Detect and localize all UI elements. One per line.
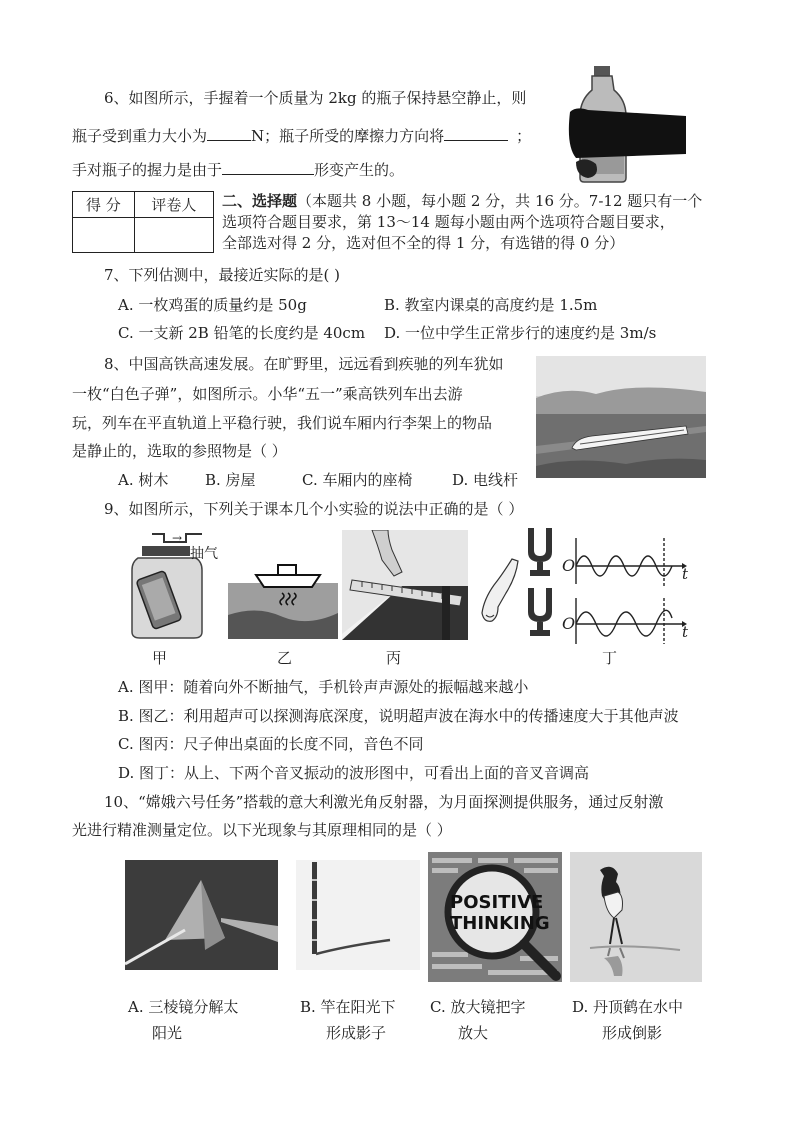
q10-option-d-line2[interactable]: 形成倒影 [602, 1024, 663, 1042]
fig-ding-finger-image [472, 555, 520, 627]
fig-caption-yi: 乙 [277, 649, 293, 667]
fig-caption-ding: 丁 [602, 649, 618, 667]
q6-line2-b: N；瓶子所受的摩擦力方向将 [251, 127, 445, 145]
fig-caption-jia: 甲 [152, 649, 168, 667]
q7-option-a[interactable]: A. 一枚鸡蛋的质量约是 50g [118, 296, 307, 314]
score-cell[interactable] [73, 218, 135, 253]
q9-option-c[interactable]: C. 图丙：尺子伸出桌面的长度不同，音色不同 [118, 735, 424, 753]
fig-ding-waveforms [522, 528, 694, 644]
q8-line4: 是静止的，选取的参照物是（ ） [72, 442, 287, 460]
prism-image [125, 860, 278, 970]
wave-time-top: t [682, 565, 689, 583]
wave-origin-top: O [562, 556, 576, 575]
q6-line2 [72, 125, 531, 146]
q6-line3-b: 形变产生的。 [314, 161, 405, 179]
q9-option-b[interactable]: B. 图乙：利用超声可以探测海底深度，说明超声波在海水中的传播速度大于其他声波 [118, 707, 679, 725]
section2-line2: 选项符合题目要求，第 13～14 题每小题由两个选项符合题目要求， [222, 213, 675, 231]
section2-line1 [222, 191, 702, 211]
crane-image [570, 852, 702, 982]
q8-option-a[interactable]: A. 树木 [118, 471, 169, 489]
q6-line1: 6、如图所示，手握着一个质量为 2kg 的瓶子保持悬空静止，则 [104, 89, 527, 107]
fig-yi-boat-image [228, 545, 338, 639]
q6-blank-friction[interactable] [444, 125, 508, 141]
score-table [72, 191, 214, 253]
q8-option-d[interactable]: D. 电线杆 [452, 471, 519, 489]
q8-option-b[interactable]: B. 房屋 [205, 471, 256, 489]
score-header: 得 分 [73, 192, 135, 218]
pole-shadow-image [296, 860, 420, 970]
q6-line2-a: 瓶子受到重力大小为 [72, 127, 208, 145]
q6-blank-gravity[interactable] [207, 125, 251, 141]
q10-option-a-line1[interactable]: A. 三棱镜分解太 [128, 998, 239, 1016]
q10-option-d-line1[interactable]: D. 丹顶鹤在水中 [572, 998, 684, 1016]
wave-time-bottom: t [682, 623, 689, 641]
grader-header: 评卷人 [134, 192, 213, 218]
fig-jia-arrow-icon: → [172, 531, 183, 545]
bottle-in-hand-image [566, 66, 690, 184]
q8-line3: 玩，列车在平直轨道上平稳行驶，我们说车厢内行李架上的物品 [72, 414, 493, 432]
q7-option-c[interactable]: C. 一支新 2B 铅笔的长度约是 40cm [118, 324, 366, 342]
q9-option-a[interactable]: A. 图甲：随着向外不断抽气，手机铃声声源处的振幅越来越小 [118, 678, 529, 696]
q6-line2-c: ； [516, 127, 532, 145]
grader-cell[interactable] [134, 218, 213, 253]
fig-caption-bing: 丙 [386, 649, 402, 667]
q10-option-b-line1[interactable]: B. 竿在阳光下 [300, 998, 396, 1016]
section2-desc1: （本题共 8 小题，每小题 2 分，共 16 分。7-12 题只有一个 [297, 192, 703, 210]
train-photo [536, 356, 706, 478]
q7-option-d[interactable]: D. 一位中学生正常步行的速度约是 3m/s [384, 324, 657, 342]
q6-line3 [72, 159, 404, 180]
q8-line2: 一枚“白色子弹”，如图所示。小华“五一”乘高铁列车出去游 [72, 385, 463, 403]
magnifier-text-positive: POSITIVE [450, 892, 544, 913]
q10-line2: 光进行精准测量定位。以下光现象与其原理相同的是（ ） [72, 821, 452, 839]
q7-stem: 7、下列估测中，最接近实际的是( ) [104, 266, 341, 284]
magnifier-text-thinking: THINKING [450, 913, 550, 934]
q10-option-a-line2[interactable]: 阳光 [152, 1024, 183, 1042]
q10-option-b-line2[interactable]: 形成影子 [326, 1024, 387, 1042]
section2-line3: 全部选对得 2 分，选对但不全的得 1 分，有选错的得 0 分） [222, 234, 625, 252]
q9-option-d[interactable]: D. 图丁：从上、下两个音叉振动的波形图中，可看出上面的音叉音调高 [118, 764, 590, 782]
q10-option-c-line2[interactable]: 放大 [458, 1024, 489, 1042]
wave-origin-bottom: O [562, 614, 576, 633]
q6-blank-deformation[interactable] [222, 159, 314, 175]
q7-option-b[interactable]: B. 教室内课桌的高度约是 1.5m [384, 296, 598, 314]
section2-title: 二、选择题 [222, 192, 298, 210]
q8-line1: 8、中国高铁高速发展。在旷野里，远远看到疾驰的列车犹如 [104, 355, 504, 373]
q9-stem: 9、如图所示，下列关于课本几个小实验的说法中正确的是（ ） [104, 500, 524, 518]
q10-line1: 10、“嫦娥六号任务”搭载的意大利激光角反射器，为月面探测提供服务，通过反射激 [104, 793, 664, 811]
q6-line3-a: 手对瓶子的握力是由于 [72, 161, 223, 179]
fig-jia-pump-label: 抽气 [190, 546, 218, 562]
q8-option-c[interactable]: C. 车厢内的座椅 [302, 471, 413, 489]
q10-option-c-line1[interactable]: C. 放大镜把字 [430, 998, 526, 1016]
fig-bing-ruler-image [342, 530, 468, 640]
